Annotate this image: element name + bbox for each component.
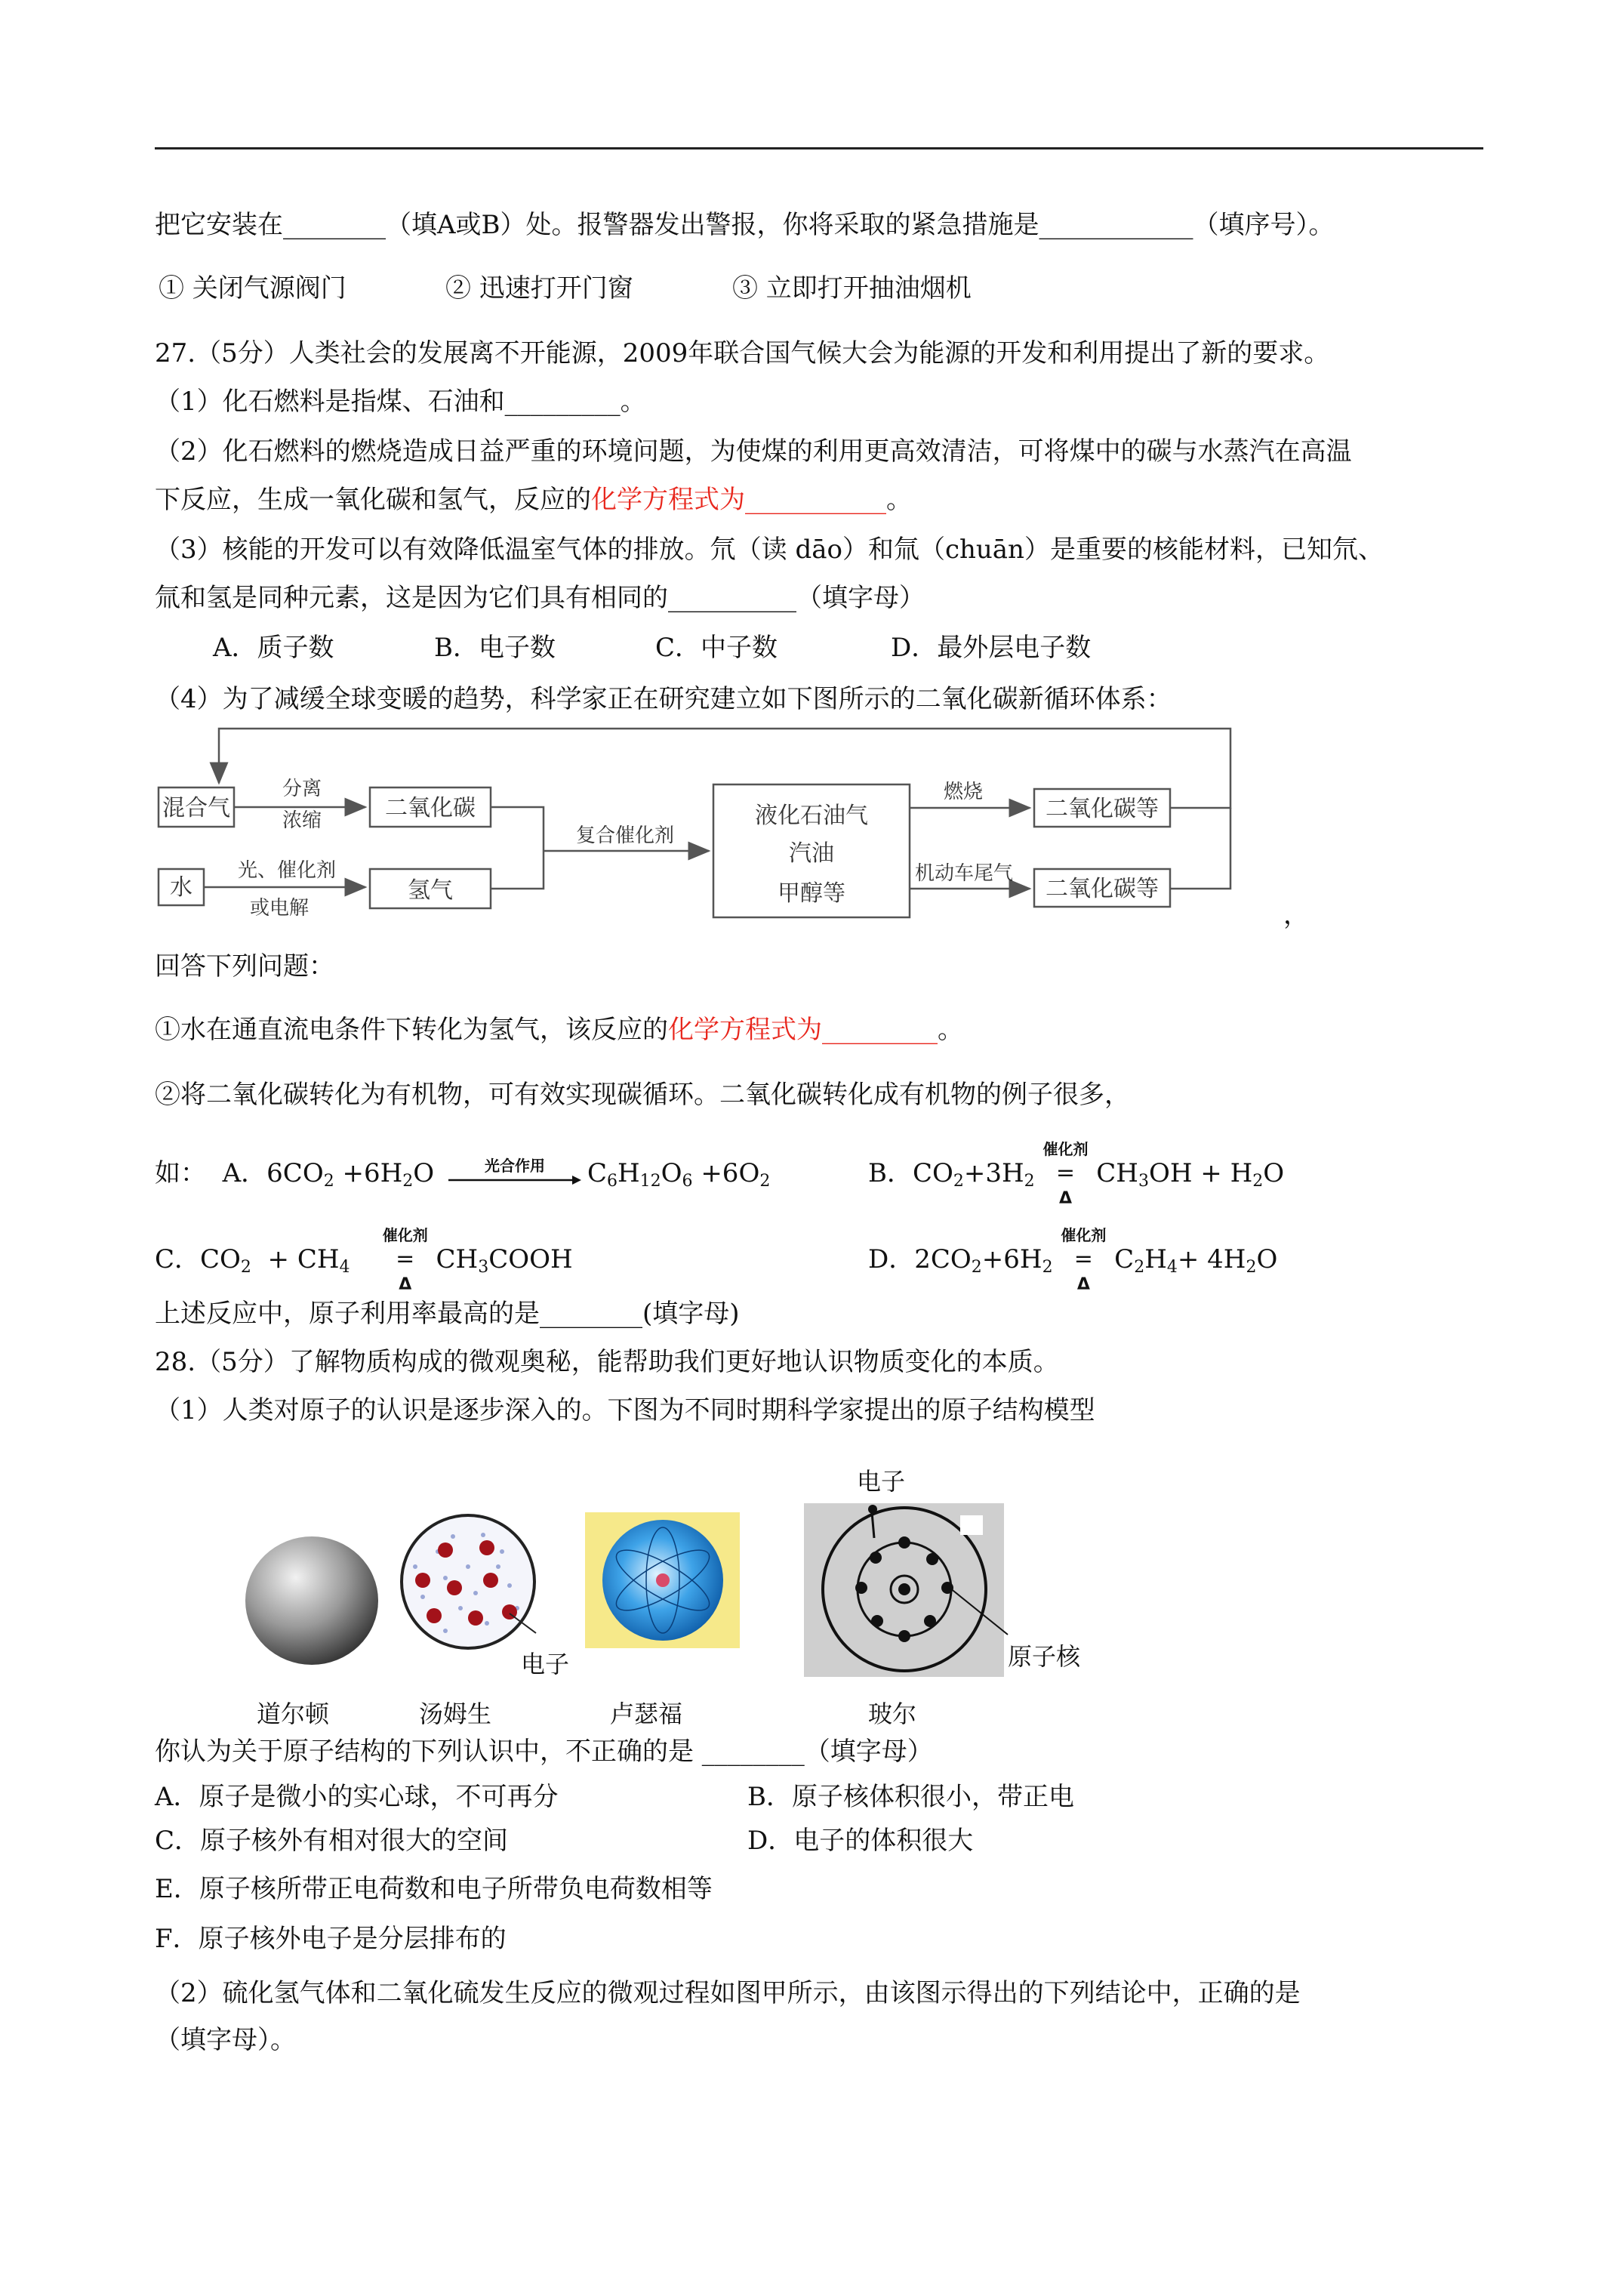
label-product-1: 液化石油气 xyxy=(755,803,868,829)
label-product-3: 甲醇等 xyxy=(778,880,845,907)
dalton-model xyxy=(245,1536,378,1665)
q26-option-1: ① 关闭气源阀门 xyxy=(159,273,346,304)
q27-part3-line2: 氚和氢是同种元素，这是因为它们具有相同的__________（填字母） xyxy=(155,583,925,613)
q27-sub1-highlight: 化学方程式为 xyxy=(668,1015,822,1045)
condition-d: 催化剂 = Δ xyxy=(1061,1244,1106,1277)
model-dalton: 道尔顿 xyxy=(257,1700,330,1728)
label-light-catalyst: 光、催化剂 xyxy=(237,859,337,882)
q27-sub1-text: ①水在通直流电条件下转化为氢气，该反应的 xyxy=(155,1015,668,1045)
label-exhaust: 机动车尾气 xyxy=(915,862,1014,885)
photosynthesis-arrow xyxy=(447,1158,583,1191)
equation-b: B．$CO_2+3H_2$ 催化剂 = Δ $CH_3OH + H_2O$ xyxy=(868,1157,1284,1191)
eq-a-label: A．6CO xyxy=(222,1158,324,1188)
q27-option-b: B．电子数 xyxy=(434,633,556,663)
q26-line: 把它安装在________（填A或B）处。报警器发出警报，你将采取的紧急措施是____________（填序号）。 xyxy=(155,210,1335,240)
q28-option-f: F．原子核外电子是分层排布的 xyxy=(155,1924,507,1954)
equation-a: 如： A．$6CO_2 +6H_2O$ 光合作用 $C_6H_{12}O_6 +6O_2$ xyxy=(155,1157,770,1191)
photosynthesis-label: 光合作用 xyxy=(484,1157,545,1175)
label-co2-etc-bottom: 二氧化碳等 xyxy=(1046,876,1159,902)
bohr-electron-label: 电子 xyxy=(857,1467,906,1496)
label-composite-catalyst: 复合催化剂 xyxy=(575,824,675,847)
catalyst-d: 催化剂 xyxy=(1061,1226,1107,1244)
thomson-electron-label: 电子 xyxy=(521,1650,570,1678)
q27-part2-line2 xyxy=(155,483,912,516)
q27-stem: 27.（5分）人类社会的发展离不开能源，2009年联合国气候大会为能源的开发和利用提出了新的要求。 xyxy=(155,338,1330,368)
label-product-2: 汽油 xyxy=(789,840,834,867)
bohr-model xyxy=(804,1503,1008,1677)
q27-part4: （4）为了减缓全球变暖的趋势，科学家正在研究建立如下图所示的二氧化碳新循环体系： xyxy=(155,684,1172,714)
q26-option-3: ③ 立即打开抽油烟机 xyxy=(732,273,972,304)
eq-c-label: C．CO xyxy=(155,1244,241,1274)
q27-part2-highlight: 化学方程式为 xyxy=(591,485,745,515)
q27-option-d: D．最外层电子数 xyxy=(891,633,1092,663)
label-mix-gas: 混合气 xyxy=(162,795,230,821)
label-co2-etc-top: 二氧化碳等 xyxy=(1046,796,1159,822)
diagram-trailing-comma: ， xyxy=(1283,900,1309,930)
q27-sub1-end: 。 xyxy=(938,1015,963,1045)
nucleus-label: 原子核 xyxy=(1008,1642,1081,1671)
co2-cycle-diagram xyxy=(151,721,1283,932)
q27-option-a: A．质子数 xyxy=(213,633,334,663)
q28-part2-line1: （2）硫化氢气体和二氧化硫发生反应的微观过程如图甲所示，由该图示得出的下列结论中，正确的是 xyxy=(155,1978,1301,2008)
label-h2: 氢气 xyxy=(408,877,453,904)
q28-option-d: D．电子的体积很大 xyxy=(747,1826,974,1856)
heat-d: Δ xyxy=(1076,1275,1090,1294)
q27-sub1 xyxy=(155,1013,963,1046)
equation-c: C．$CO_2 + CH_4$ 催化剂 = Δ $CH_3COOH$ xyxy=(155,1243,573,1277)
label-concentrate: 浓缩 xyxy=(282,809,322,832)
q27-part1: （1）化石燃料是指煤、石油和_________。 xyxy=(155,387,646,417)
q28-part1: （1）人类对原子的认识是逐步深入的。下图为不同时期科学家提出的原子结构模型 xyxy=(155,1395,1095,1425)
eq-prefix: 如： xyxy=(155,1158,206,1188)
q26-option-2: ② 迅速打开门窗 xyxy=(445,273,633,304)
label-co2: 二氧化碳 xyxy=(385,795,476,821)
q27-answer-intro: 回答下列问题： xyxy=(155,951,334,982)
q28-option-a: A．原子是微小的实心球，不可再分 xyxy=(155,1782,559,1812)
condition-c: 催化剂 = Δ xyxy=(383,1244,428,1277)
catalyst-c: 催化剂 xyxy=(382,1226,428,1244)
heat-c: Δ xyxy=(399,1275,412,1294)
q28-option-b: B．原子核体积很小，带正电 xyxy=(747,1782,1074,1812)
q27-sub1-blank: _________ xyxy=(822,1015,938,1045)
label-electrolysis: 或电解 xyxy=(249,897,310,920)
atomic-models xyxy=(219,1453,1125,1703)
heat-b: Δ xyxy=(1058,1189,1072,1208)
eq-b-label: B．CO xyxy=(868,1158,953,1188)
q28-option-c: C．原子核外有相对很大的空间 xyxy=(155,1826,509,1856)
rutherford-model xyxy=(585,1512,740,1648)
catalyst-b: 催化剂 xyxy=(1042,1140,1089,1158)
model-thomson: 汤姆生 xyxy=(419,1700,492,1728)
q27-option-c: C．中子数 xyxy=(655,633,778,663)
q27-part2-blank: ___________ xyxy=(745,485,886,515)
thomson-model xyxy=(402,1515,536,1648)
q27-sub2: ②将二氧化碳转化为有机物，可有效实现碳循环。二氧化碳转化成有机物的例子很多， xyxy=(155,1080,1130,1110)
q27-part2-end: 。 xyxy=(886,485,912,515)
q27-part3-line1: （3）核能的开发可以有效降低温室气体的排放。氘（读 dāo）和氚（chuān）是重要的核能材料，已知氘、 xyxy=(155,535,1384,565)
q27-last: 上述反应中，原子利用率最高的是________(填字母) xyxy=(155,1299,740,1329)
model-rutherford: 卢瑟福 xyxy=(610,1700,683,1728)
q27-part2-line1: （2）化石燃料的燃烧造成日益严重的环境问题，为使煤的利用更高效清洁，可将煤中的碳与水蒸汽在高温 xyxy=(155,436,1352,467)
equation-d: D．$2CO_2+6H_2$ 催化剂 = Δ $C_2H_4+ 4H_2O$ xyxy=(868,1243,1277,1277)
label-burn: 燃烧 xyxy=(944,781,984,803)
q28-ask: 你认为关于原子结构的下列认识中，不正确的是 ________（填字母） xyxy=(155,1737,933,1767)
q28-option-e: E．原子核所带正电荷数和电子所带负电荷数相等 xyxy=(155,1874,713,1904)
eq-d-label: D．2CO xyxy=(868,1244,972,1274)
condition-b: 催化剂 = Δ xyxy=(1042,1158,1088,1191)
q28-stem: 28.（5分）了解物质构成的微观奥秘，能帮助我们更好地认识物质变化的本质。 xyxy=(155,1347,1059,1377)
label-separate: 分离 xyxy=(282,778,322,800)
model-bohr: 玻尔 xyxy=(868,1700,917,1728)
q27-part2-text: 下反应，生成一氧化碳和氢气，反应的 xyxy=(155,485,591,515)
label-water: 水 xyxy=(170,874,192,901)
q28-part2-line2: （填字母）。 xyxy=(155,2025,296,2055)
header-rule xyxy=(155,147,1483,149)
